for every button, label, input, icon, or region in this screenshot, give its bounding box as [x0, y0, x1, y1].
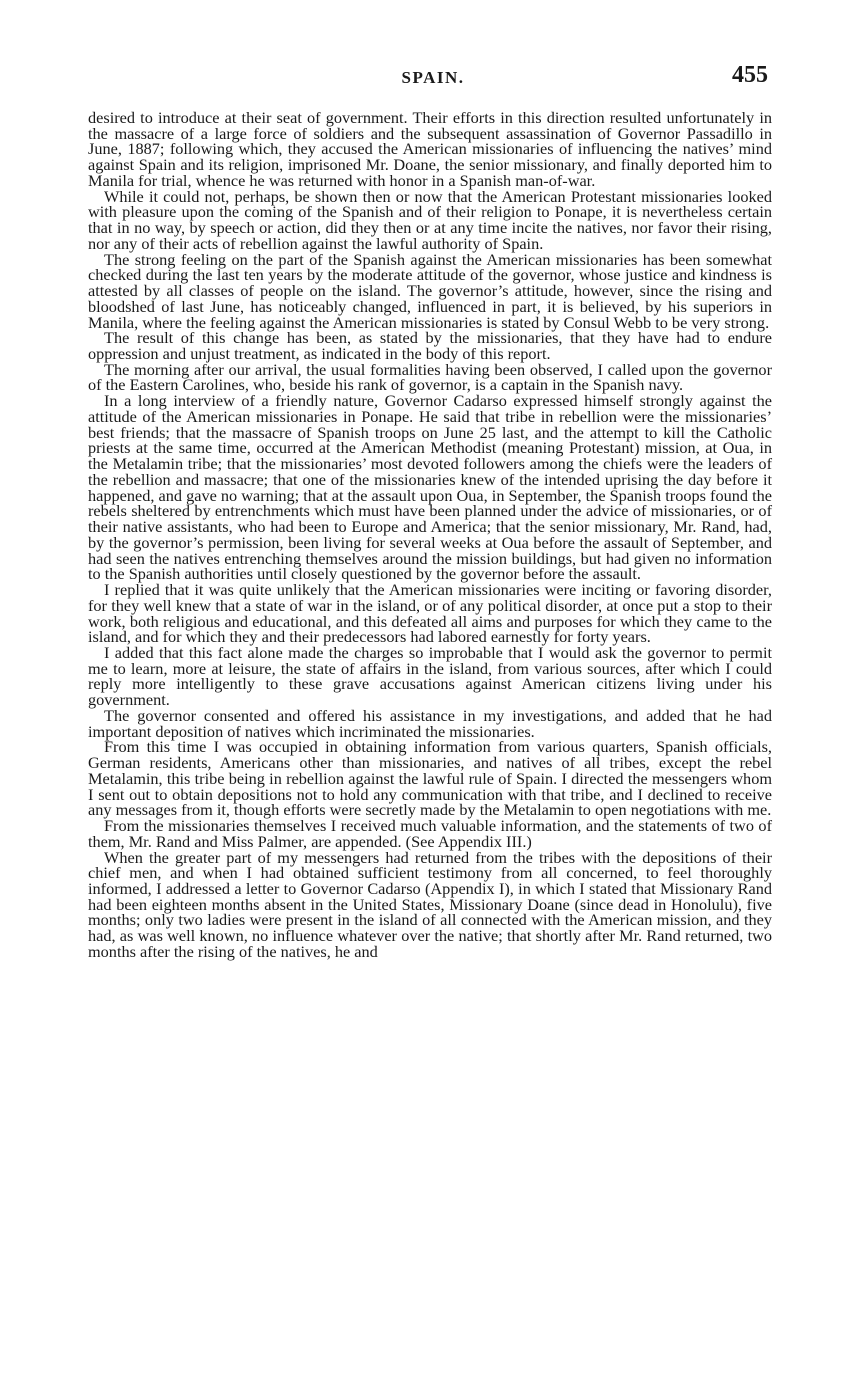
- running-header: SPAIN.: [401, 68, 465, 87]
- paragraph-3: The strong feeling on the part of the Spanish against the American missionaries has been somewhat checked during the last ten years by the moderate attitude of the governor, whose justice and kindness is attested by all classes of people on the island. The governor’s attitude, however, since the rising and bloodshed of last June, has noticeably changed, influenced in part, it is believed, by his superiors in Manila, where the feeling against the American missionaries is stated by Consul Webb to be very strong.: [88, 249, 772, 332]
- paragraph-7: I replied that it was quite unlikely that the American missionaries were inciting or favoring disorder, for they well knew that a state of war in the island, or of any political disorder, at once put a stop to their work, both religious and educational, and this defeated all aims and purposes for which they came to the island, and for which they and their predecessors had labored earnestly for forty years.: [88, 580, 772, 647]
- paragraph-11: From the missionaries themselves I received much valuable information, and the statements of two of them, Mr. Rand and Miss Palmer, are appended. (See Appendix III.): [88, 816, 772, 851]
- paragraph-8: I added that this fact alone made the charges so improbable that I would ask the governor to permit me to learn, more at leisure, the state of affairs in the island, from various sources, after which I could reply more intelligently to these grave accusations against American citizens living under his government.: [88, 642, 772, 710]
- page-number: 455: [732, 62, 768, 88]
- paragraph-10: From this time I was occupied in obtaining information from various quarters, Spanish officials, German residents, Americans other than missionaries, and natives of all tribes, except the rebel Metalamin, this tribe being in rebellion against the lawful rule of Spain. I directed the messengers whom I sent out to obtain depositions not to hold any communication with that tribe, and I declined to receive any messages from it, though efforts were secretly made by the Metalamin to open negotiations with me.: [88, 737, 772, 820]
- body-text: [88, 110, 772, 960]
- paragraph-1: desired to introduce at their seat of government. Their efforts in this direction resulted unfortunately in the massacre of a large force of soldiers and the subsequent assassination of Governor Passadillo in June, 1887; following which, they accused the American missionaries of influencing the natives’ mind against Spain and its religion, imprisoned Mr. Doane, the senior missionary, and finally deported him to Manila for trial, whence he was returned with honor in a Spanish man-of-war.: [88, 108, 772, 190]
- paragraph-9: The governor consented and offered his assistance in my investigations, and added that he had important deposition of natives which incriminated the missionaries.: [88, 705, 772, 741]
- paragraph-4: The result of this change has been, as stated by the missionaries, that they have had to endure oppression and unjust treatment, as indicated in the body of this report.: [88, 328, 772, 364]
- paragraph-2: While it could not, perhaps, be shown then or now that the American Protestant missionaries looked with pleasure upon the coming of the Spanish and of their religion to Ponape, it is nevertheless certain that in no way, by speech or action, did they then or at any time incite the natives, nor favor their rising, nor any of their acts of rebellion against the lawful authority of Spain.: [88, 186, 772, 253]
- paragraph-6: In a long interview of a friendly nature, Governor Cadarso expressed himself strongly against the attitude of the American missionaries in Ponape. He said that tribe in rebellion were the missionaries’ best friends; that the massacre of Spanish troops on June 25 last, and the attempt to kill the Catholic priests at the same time, occurred at the American Methodist (meaning Protestant) mission, at Oua, in the Metalamin tribe; that the missionaries’ most devoted followers among the chiefs were the leaders of the rebellion and massacre; that one of the missionaries knew of the intended uprising the day before it happened, and gave no warning; that at the assault upon Oua, in September, the Spanish troops found the rebels sheltered by entrenchments which must have been planned under the advice of missionaries, or of their native assistants, who had been to Europe and America; that the senior missionary, Mr. Rand, had, by the governor’s permission, been living for several weeks at Oua before the assault of September, and had seen the natives entrenching themselves around the mission buildings, but had given no information to the Spanish authorities until closely questioned by the governor before the assault.: [88, 391, 772, 584]
- paragraph-5: The morning after our arrival, the usual formalities having been observed, I called upon the governor of the Eastern Carolines, who, beside his rank of governor, is a captain in the Spanish navy.: [88, 359, 772, 395]
- paragraph-12: When the greater part of my messengers had returned from the tribes with the depositions of their chief men, and when I had obtained sufficient testimony from all concerned, to feel thoroughly informed, I addressed a letter to Governor Cadarso (Appendix I), in which I stated that Missionary Rand had been eighteen months absent in the United States, Missionary Doane (since dead in Honolulu), five months; only two ladies were present in the island of all connected with the American mission, and they had, as was well known, no influence whatever over the native; that shortly after Mr. Rand returned, two months after the rising of the natives, he and: [88, 847, 772, 961]
